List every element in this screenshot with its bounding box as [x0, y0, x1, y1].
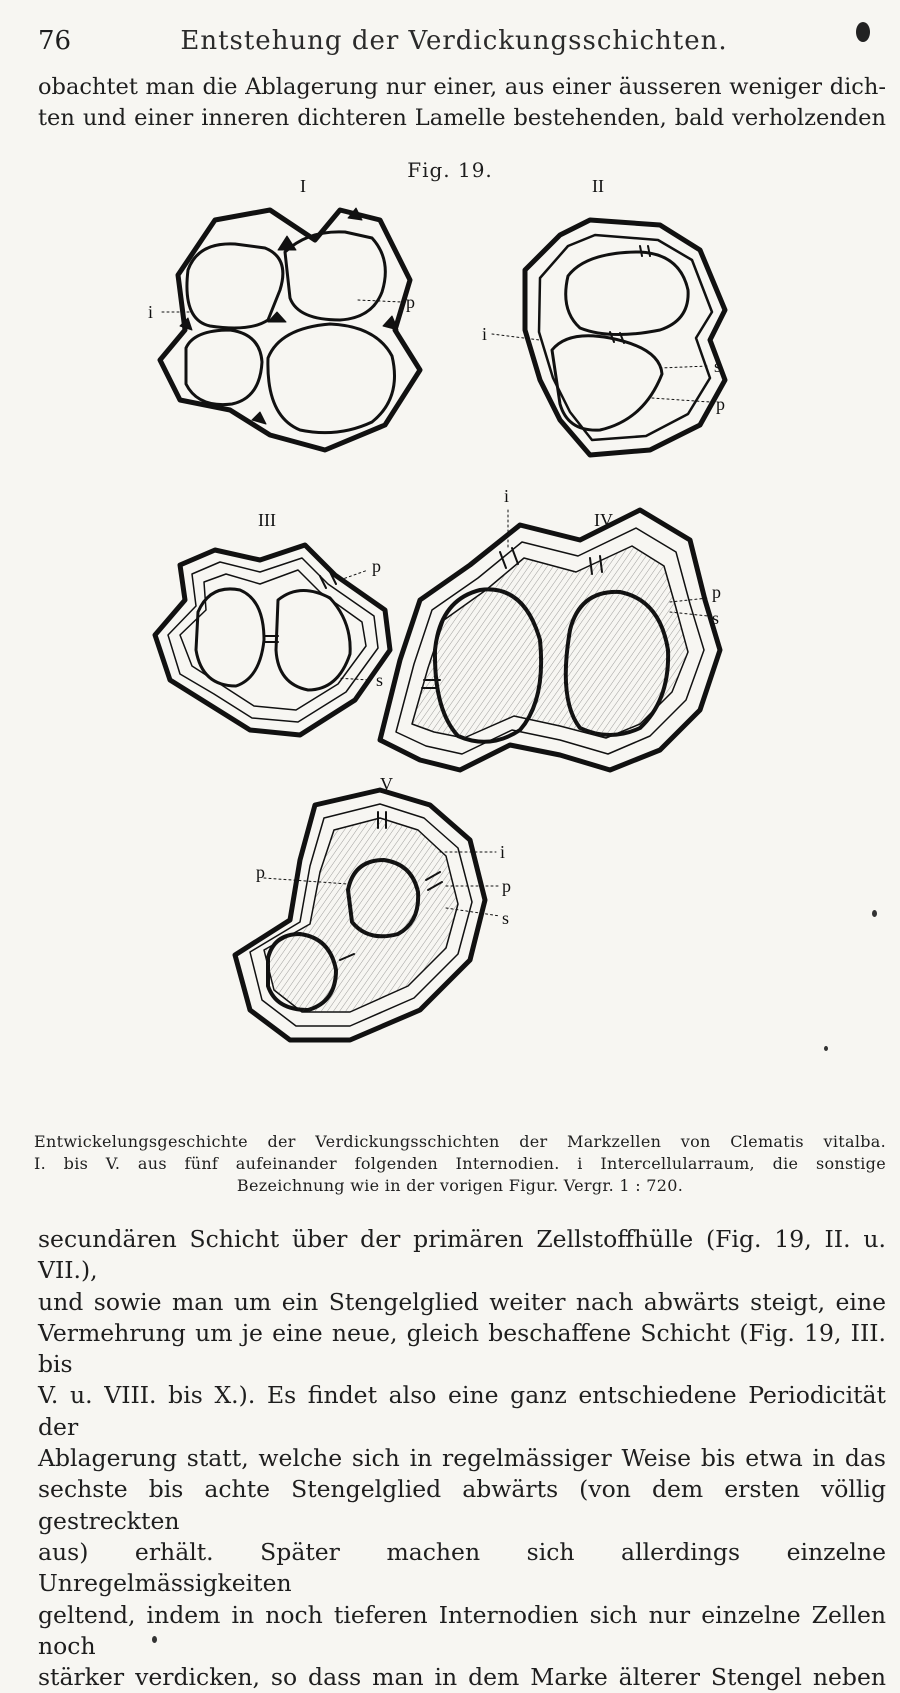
body-paragraph	[38, 1224, 886, 1693]
text-line: Vermehrung um je eine neue, gleich beschaffene Schicht (Fig. 19, III. bis	[38, 1318, 886, 1379]
caption-line: Entwickelungsgeschichte der Verdickungsschichten der Markzellen von Clematis vitalba.	[34, 1132, 886, 1151]
text-line: secundären Schicht über der primären Zellstoffhülle (Fig. 19, II. u. VII.),	[38, 1225, 886, 1285]
text-line: sechste bis achte Stengelglied abwärts (von dem ersten völlig gestreckten	[38, 1475, 886, 1535]
panel-numeral: I	[300, 180, 306, 196]
text-line: geltend, indem in noch tieferen Internodien sich nur einzelne Zellen noch	[38, 1600, 886, 1660]
running-title: Entstehung der Verdickungsschichten.	[180, 26, 728, 56]
cell-drawing	[140, 180, 780, 1120]
panel-label: p	[256, 862, 265, 882]
text-line: aus) erhält. Später machen sich allerdings einzelne Unregelmässigkeiten	[38, 1537, 886, 1598]
panel-label: i	[148, 302, 154, 322]
panel-label: i	[500, 842, 506, 862]
intro-paragraph	[38, 72, 886, 134]
caption-line: Bezeichnung wie in der vorigen Figur. Vergr. 1 : 720.	[236, 1176, 684, 1195]
text-line: V. u. VIII. bis X.). Es findet also eine ganz entschiedene Periodicität der	[38, 1381, 886, 1441]
figure-19-illustration	[140, 180, 780, 1120]
text-line: ten und einer inneren dichteren Lamelle bestehenden, bald verholzenden	[38, 105, 886, 131]
panel-iii-cells	[155, 545, 390, 735]
panel-label: p	[372, 556, 381, 576]
ink-speck	[856, 22, 870, 42]
panel-numeral: II	[592, 180, 604, 196]
text-line: Ablagerung statt, welche sich in regelmässiger Weise bis etwa in das	[38, 1444, 886, 1473]
panel-i-cells	[160, 208, 420, 450]
text-line: stärker verdicken, so dass man in dem Marke älterer Stengel neben	[38, 1663, 886, 1692]
caption-line: I. bis V. aus fünf aufeinander folgenden Internodien. i Intercellularraum, die sonstige	[34, 1154, 886, 1173]
panel-label: p	[716, 394, 725, 414]
panel-numeral: V	[380, 774, 393, 794]
ink-speck	[824, 1046, 828, 1051]
panel-label: p	[502, 876, 511, 896]
figure-label: Fig. 19.	[407, 158, 493, 182]
panel-label: p	[712, 582, 721, 602]
text-line: und sowie man um ein Stengelglied weiter nach abwärts steigt, eine	[38, 1287, 886, 1316]
panel-label: s	[376, 670, 384, 690]
panel-label: p	[406, 292, 415, 312]
page-header	[38, 22, 870, 62]
panel-label: s	[502, 908, 510, 928]
panel-label: s	[712, 608, 720, 628]
panel-ii-cells	[525, 220, 725, 455]
panel-numeral: III	[258, 510, 276, 530]
panel-label: i	[482, 324, 488, 344]
figure-caption	[34, 1131, 886, 1197]
panel-label: i	[504, 486, 510, 506]
ink-speck	[152, 1636, 157, 1643]
ink-speck	[872, 910, 877, 917]
text-line: obachtet man die Ablagerung nur einer, aus einer äusseren weniger dich-	[38, 74, 886, 100]
panel-numeral: IV	[594, 510, 613, 530]
panel-label: s	[714, 356, 722, 376]
page-number: 76	[38, 26, 72, 56]
